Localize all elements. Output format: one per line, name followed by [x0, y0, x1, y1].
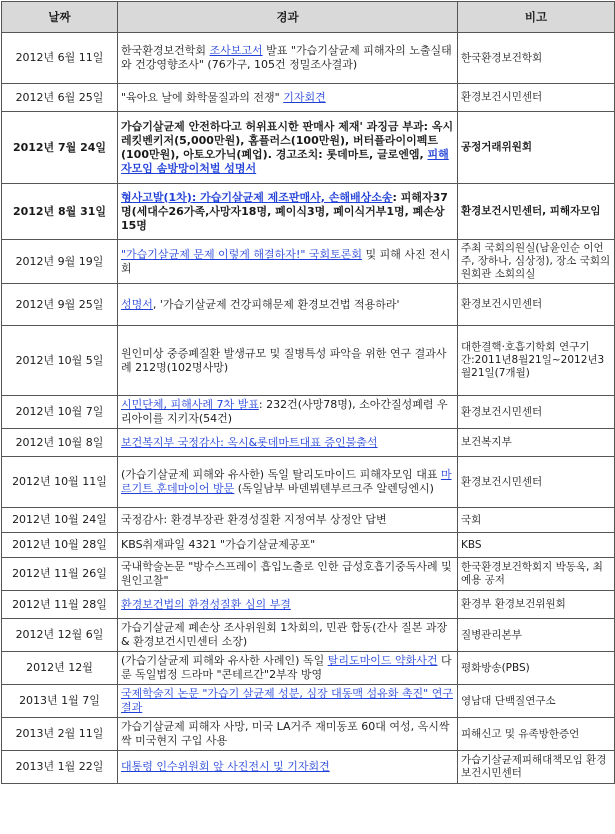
table-row — [2, 751, 615, 784]
result-link[interactable]: "가습기살균제 문제 이렇게 해결하자!" 국회토론회 — [121, 247, 363, 261]
result-cell — [118, 84, 458, 112]
result-column-header: 경과 — [118, 2, 458, 33]
note-cell: 환경부 환경보건위원회 — [458, 591, 615, 619]
result-text: (독일남부 바덴뷔텐부르크주 알렌딩엔시) — [234, 482, 434, 495]
date-cell: 2012년 10월 24일 — [2, 508, 118, 533]
date-cell: 2013년 1월 7일 — [2, 685, 118, 718]
note-cell: 보건복지부 — [458, 429, 615, 457]
result-link[interactable]: 대통령 인수위원회 앞 사진전시 및 기자회견 — [121, 760, 330, 773]
note-cell: 환경보건시민센터 — [458, 396, 615, 429]
note-cell: 가습기살균제피해대책모임 환경보건시민센터 — [458, 751, 615, 784]
result-cell — [118, 508, 458, 533]
table-row — [2, 652, 615, 685]
note-cell: 질병관리본부 — [458, 619, 615, 652]
table-row — [2, 533, 615, 558]
note-cell: 환경보건시민센터 — [458, 284, 615, 326]
table-row — [2, 284, 615, 326]
table-row — [2, 33, 615, 84]
table-body — [2, 33, 615, 784]
date-cell: 2012년 9월 25일 — [2, 284, 118, 326]
result-link[interactable]: 탈리도마이드 약화사건 — [327, 654, 438, 667]
note-cell: 주최 국회의원실(남윤인순 이언주, 장하나, 심상정), 장소 국회의원회관 소회의실 — [458, 240, 615, 284]
date-cell: 2013년 1월 22일 — [2, 751, 118, 784]
table-row — [2, 508, 615, 533]
table-row — [2, 396, 615, 429]
table-row — [2, 591, 615, 619]
date-cell: 2012년 10월 7일 — [2, 396, 118, 429]
date-cell: 2012년 10월 5일 — [2, 326, 118, 396]
result-cell — [118, 33, 458, 84]
result-cell — [118, 326, 458, 396]
result-text: 원인미상 중증폐질환 발생규모 및 질병특성 파악을 위한 연구 결과사례 212명(102명사망) — [121, 346, 447, 374]
table-row — [2, 429, 615, 457]
result-cell — [118, 457, 458, 508]
result-link[interactable]: 마르기트 훈데마이어 방문 — [121, 468, 452, 495]
result-text: 국정감사: 환경부장관 환경성질환 지정여부 상정안 답변 — [121, 513, 387, 526]
result-text: (가습기살균제 피해와 유사한 사례인) 독일 — [121, 654, 328, 667]
result-cell — [118, 591, 458, 619]
note-cell: 공정거래위원회 — [458, 112, 615, 184]
result-text: "육아요 날에 화학물질과의 전쟁" — [121, 90, 284, 104]
date-cell: 2012년 11월 26일 — [2, 558, 118, 591]
result-link[interactable]: 환경보건법의 환경성질환 심의 부결 — [121, 597, 291, 611]
note-cell: 한국환경보건학회 — [458, 33, 615, 84]
table-row — [2, 84, 615, 112]
date-column-header: 날짜 — [2, 2, 118, 33]
result-text: , '가습기살균제 건강피해문제 환경보건법 적용하라' — [152, 297, 400, 311]
result-text: : 232건(사망78명), 소아간질성폐렴 우리아이를 지키자(54건) — [121, 398, 448, 425]
table-row — [2, 112, 615, 184]
result-cell — [118, 240, 458, 284]
note-cell: KBS — [458, 533, 615, 558]
table-row — [2, 326, 615, 396]
result-cell — [118, 284, 458, 326]
date-cell: 2012년 9월 19일 — [2, 240, 118, 284]
result-cell — [118, 718, 458, 751]
result-cell — [118, 751, 458, 784]
date-cell: 2013년 2월 11일 — [2, 718, 118, 751]
note-cell: 평화방송(PBS) — [458, 652, 615, 685]
result-cell — [118, 558, 458, 591]
result-cell — [118, 652, 458, 685]
note-cell: 피해신고 및 유족방한증언 — [458, 718, 615, 751]
result-link[interactable]: 피해자모임 솜방망이처벌 성명서 — [121, 147, 449, 175]
result-text: 발표 "가습기살균제 피해자의 노출실태와 건강영향조사" (76가구, 105건 정밀조사결과) — [121, 44, 452, 71]
result-text: 가습기살균제 피해자 사망, 미국 LA거주 재미동포 60대 여성, 옥시싹싹 미국현지 구입 사용 — [121, 720, 450, 747]
result-cell — [118, 184, 458, 240]
note-cell: 환경보건시민센터 — [458, 457, 615, 508]
date-cell: 2012년 7월 24일 — [2, 112, 118, 184]
result-cell — [118, 533, 458, 558]
result-link[interactable]: 형사고발(1차): 가습기살균제 제조판매사, 손해배상소송 — [121, 190, 393, 204]
result-link[interactable]: 조사보고서 — [209, 44, 263, 57]
table-row — [2, 457, 615, 508]
result-link[interactable]: 시민단체, 피해사례 7차 발표 — [121, 398, 259, 411]
result-cell — [118, 112, 458, 184]
date-cell: 2012년 10월 28일 — [2, 533, 118, 558]
date-cell: 2012년 11월 28일 — [2, 591, 118, 619]
table-row — [2, 619, 615, 652]
result-cell — [118, 429, 458, 457]
date-cell: 2012년 12월 — [2, 652, 118, 685]
date-cell: 2012년 10월 8일 — [2, 429, 118, 457]
result-text: 가습기살균제 안전하다고 허위표시한 판매사 제재' 과징금 부과: 옥시레킷벤키저(5,000만원), 홈플러스(100만원), 버터플라이이펙트(100만원), 아토오가닉(폐업). 경고조치: 롯데마트, 글로엔엠, — [121, 119, 454, 161]
result-text: 국내학술논문 "방수스프레이 흡입노출로 인한 급성호흡기중독사례 및 원인고찰" — [121, 560, 452, 587]
table-row — [2, 240, 615, 284]
timeline-table — [1, 1, 615, 784]
result-text: 다룬 독일법정 드라마 "콘테르간"2부작 방영 — [121, 654, 452, 681]
date-cell: 2012년 8월 31일 — [2, 184, 118, 240]
note-cell: 환경보건시민센터, 피해자모임 — [458, 184, 615, 240]
note-cell: 환경보건시민센터 — [458, 84, 615, 112]
result-cell — [118, 685, 458, 718]
date-cell: 2012년 10월 11일 — [2, 457, 118, 508]
result-text: KBS취재파일 4321 "가습기살균제공포" — [121, 538, 316, 551]
note-cell: 영남대 단백질연구소 — [458, 685, 615, 718]
result-cell — [118, 396, 458, 429]
result-link[interactable]: 기자회견 — [283, 90, 326, 104]
date-cell: 2012년 12월 6일 — [2, 619, 118, 652]
result-text: 한국환경보건학회 — [121, 44, 210, 57]
result-link[interactable]: 보건복지부 국정감사: 옥시&롯데마트대표 증인불출석 — [121, 435, 378, 449]
date-cell: 2012년 6월 11일 — [2, 33, 118, 84]
note-cell: 국회 — [458, 508, 615, 533]
note-cell: 대한결핵·호흡기학회 연구기간:2011년8월21일~2012년3월21일(7개월) — [458, 326, 615, 396]
result-text: : 피해자37명(세대수26가족,사망자18명, 폐이식3명, 폐이식거부1명, 폐손상15명 — [121, 190, 448, 232]
result-cell — [118, 619, 458, 652]
table-row — [2, 558, 615, 591]
result-text: 및 피해 사진 전시회 — [121, 247, 451, 275]
date-cell: 2012년 6월 25일 — [2, 84, 118, 112]
result-link[interactable]: 성명서 — [121, 297, 153, 311]
result-link[interactable]: 국제학술지 논문 "가습기 살균제 성분, 심장 대동맥 섬유화 촉진" 연구결과 — [121, 687, 453, 714]
header-row — [2, 2, 615, 33]
note-column-header: 비고 — [458, 2, 615, 33]
result-text: (가습기살균제 피해와 유사한) 독일 탈리도마이드 피해자모임 대표 — [121, 468, 441, 481]
note-cell: 한국환경보건학회지 박동욱, 최예용 공저 — [458, 558, 615, 591]
table-row — [2, 685, 615, 718]
result-text: 가습기살균제 폐손상 조사위원회 1차회의, 민관 합동(간사 질본 과장 & 환경보건시민센터 소장) — [121, 621, 448, 648]
table-row — [2, 184, 615, 240]
table-row — [2, 718, 615, 751]
